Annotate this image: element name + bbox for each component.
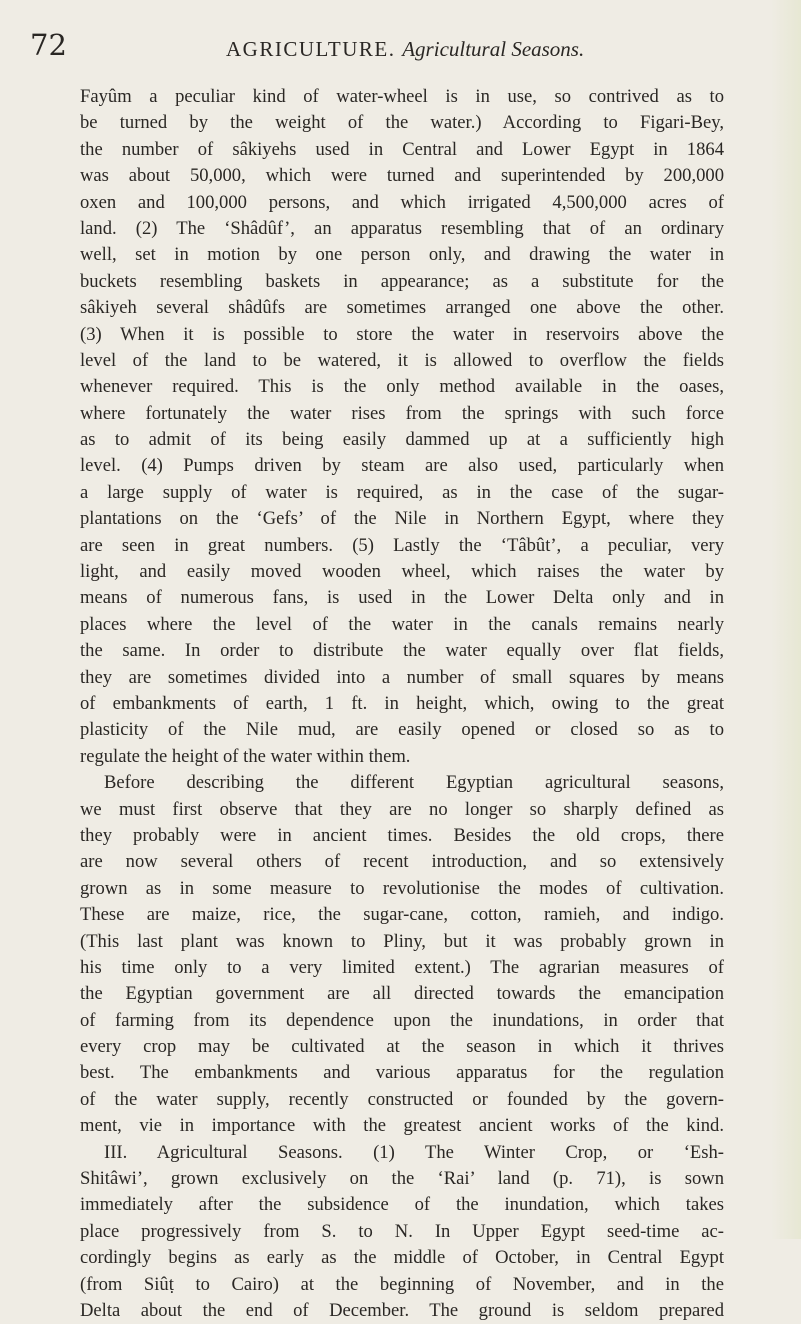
- text-line-45: cordingly begins as early as the middle of October, in Central Egypt: [80, 1247, 724, 1269]
- text-line-7: well, set in motion by one person only, and drawing the water in: [80, 244, 724, 266]
- text-line-11: level of the land to be watered, it is allowed to overflow the fields: [80, 349, 724, 371]
- page-edge-stain: [771, 0, 801, 1239]
- text-line-20: means of numerous fans, is used in the Lower Delta only and in: [80, 587, 724, 609]
- text-line-37: every crop may be cultivated at the season in which it thrives: [80, 1036, 724, 1058]
- chapter-title: AGRICULTURE.: [226, 37, 396, 61]
- text-line-19: light, and easily moved wooden wheel, which raises the water by: [80, 561, 724, 583]
- text-line-40: ment, vie in importance with the greatest ancient works of the kind.: [80, 1115, 724, 1137]
- text-line-39: of the water supply, recently constructed or founded by the govern-: [80, 1088, 724, 1110]
- text-line-34: his time only to a very limited extent.) The agrarian measures of: [80, 956, 724, 978]
- text-line-28: we must first observe that they are no longer so sharply defined as: [80, 798, 724, 820]
- text-line-15: level. (4) Pumps driven by steam are also used, particularly when: [80, 455, 724, 477]
- text-line-26: regulate the height of the water within them.: [80, 745, 411, 767]
- text-line-23: they are sometimes divided into a number of small squares by means: [80, 666, 724, 688]
- text-line-24: of embankments of earth, 1 ft. in height, which, owing to the great: [80, 692, 724, 714]
- text-line-5: oxen and 100,000 persons, and which irrigated 4,500,000 acres of: [80, 191, 724, 213]
- text-line-38: best. The embankments and various apparatus for the regulation: [80, 1062, 724, 1084]
- text-line-25: plasticity of the Nile mud, are easily opened or closed so as to: [80, 719, 724, 741]
- text-line-9: sâkiyeh several shâdûfs are sometimes arranged one above the other.: [80, 297, 724, 319]
- text-line-2: be turned by the weight of the water.) According to Figari-Bey,: [80, 112, 724, 134]
- text-line-47: Delta about the end of December. The ground is seldom prepared: [80, 1299, 724, 1321]
- text-line-30: are now several others of recent introduction, and so extensively: [80, 851, 724, 873]
- text-line-27: Before describing the different Egyptian agricultural seasons,: [104, 772, 724, 794]
- text-line-33: (This last plant was known to Pliny, but it was probably grown in: [80, 930, 724, 952]
- text-line-1: Fayûm a peculiar kind of water-wheel is in use, so contrived as to: [80, 86, 724, 107]
- text-line-4: was about 50,000, which were turned and superintended by 200,000: [80, 165, 724, 187]
- text-line-42: Shitâwi’, grown exclusively on the ‘Rai’ land (p. 71), is sown: [80, 1168, 724, 1190]
- text-line-41: III. Agricultural Seasons. (1) The Winter Crop, or ‘Esh-: [104, 1141, 724, 1163]
- text-line-16: a large supply of water is required, as in the case of the sugar-: [80, 481, 724, 503]
- page-number: 72: [30, 28, 67, 62]
- text-line-46: (from Siûṭ to Cairo) at the beginning of November, and in the: [80, 1273, 724, 1295]
- text-line-17: plantations on the ‘Gefs’ of the Nile in Northern Egypt, where they: [80, 508, 724, 530]
- body-text: [80, 84, 724, 1324]
- text-line-21: places where the level of the water in the canals remains nearly: [80, 613, 724, 635]
- text-line-3: the number of sâkiyehs used in Central and Lower Egypt in 1864: [80, 138, 724, 160]
- text-line-31: grown as in some measure to revolutionise the modes of cultivation.: [80, 877, 724, 899]
- section-title: Agricultural Seasons.: [402, 37, 585, 61]
- text-line-8: buckets resembling baskets in appearance; as a substitute for the: [80, 270, 724, 292]
- text-line-36: of farming from its dependence upon the inundations, in order that: [80, 1009, 724, 1031]
- text-line-32: These are maize, rice, the sugar-cane, cotton, ramieh, and indigo.: [80, 904, 724, 926]
- running-title: [226, 37, 584, 62]
- running-head: [30, 28, 720, 68]
- text-line-29: they probably were in ancient times. Besides the old crops, there: [80, 824, 724, 846]
- text-line-12: whenever required. This is the only method available in the oases,: [80, 376, 724, 398]
- text-line-18: are seen in great numbers. (5) Lastly the ‘Tâbût’, a peculiar, very: [80, 534, 724, 556]
- text-line-22: the same. In order to distribute the water equally over flat fields,: [80, 640, 724, 662]
- text-line-14: as to admit of its being easily dammed up at a sufficiently high: [80, 429, 724, 451]
- text-line-13: where fortunately the water rises from the springs with such force: [80, 402, 724, 424]
- text-line-43: immediately after the subsidence of the inundation, which takes: [80, 1194, 724, 1216]
- text-line-44: place progressively from S. to N. In Upper Egypt seed-time ac-: [80, 1220, 724, 1242]
- text-line-6: land. (2) The ‘Shâdûf’, an apparatus resembling that of an ordinary: [80, 217, 724, 239]
- text-line-10: (3) When it is possible to store the water in reservoirs above the: [80, 323, 724, 345]
- text-line-35: the Egyptian government are all directed towards the emancipation: [80, 983, 724, 1005]
